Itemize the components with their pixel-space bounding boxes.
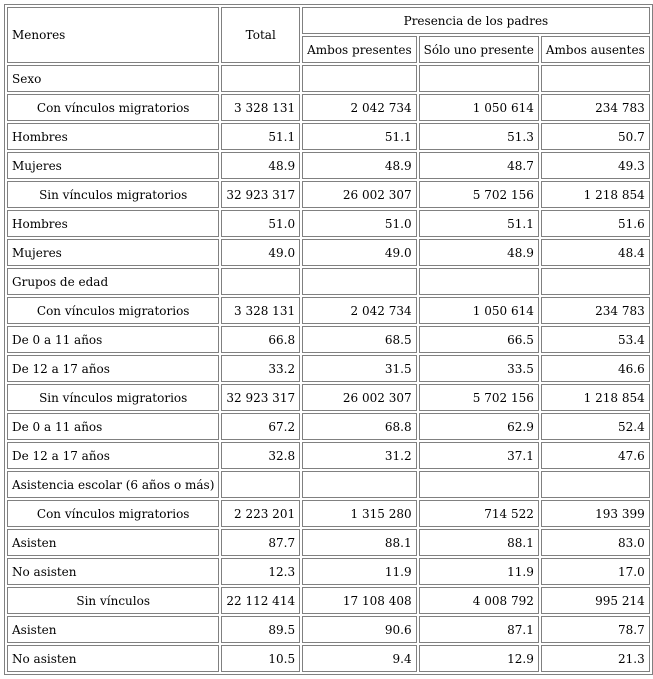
value-cell: 66.5 — [419, 326, 539, 353]
value-cell: 32 923 317 — [221, 181, 300, 208]
empty-cell — [419, 471, 539, 498]
value-cell: 51.1 — [221, 123, 300, 150]
value-cell: 17.0 — [541, 558, 650, 585]
group-label: Con vínculos migratorios — [7, 94, 219, 121]
row-label: No asisten — [7, 558, 219, 585]
value-cell: 49.0 — [302, 239, 417, 266]
value-cell: 5 702 156 — [419, 384, 539, 411]
table-row — [7, 616, 650, 643]
header-ambos-ausentes: Ambos ausentes — [541, 36, 650, 63]
value-cell: 51.3 — [419, 123, 539, 150]
value-cell: 87.7 — [221, 529, 300, 556]
value-cell: 21.3 — [541, 645, 650, 672]
row-label: De 12 a 17 años — [7, 355, 219, 382]
row-label: Hombres — [7, 210, 219, 237]
empty-cell — [221, 471, 300, 498]
group-row — [7, 500, 650, 527]
group-row — [7, 94, 650, 121]
value-cell: 26 002 307 — [302, 181, 417, 208]
group-label: Con vínculos migratorios — [7, 297, 219, 324]
table-row — [7, 326, 650, 353]
group-label: Con vínculos migratorios — [7, 500, 219, 527]
row-label: Mujeres — [7, 239, 219, 266]
value-cell: 89.5 — [221, 616, 300, 643]
value-cell: 1 218 854 — [541, 384, 650, 411]
value-cell: 48.9 — [221, 152, 300, 179]
value-cell: 234 783 — [541, 297, 650, 324]
value-cell: 1 315 280 — [302, 500, 417, 527]
value-cell: 68.5 — [302, 326, 417, 353]
group-row — [7, 181, 650, 208]
value-cell: 31.2 — [302, 442, 417, 469]
value-cell: 50.7 — [541, 123, 650, 150]
value-cell: 53.4 — [541, 326, 650, 353]
group-row — [7, 297, 650, 324]
table-row — [7, 529, 650, 556]
section-row — [7, 268, 650, 295]
value-cell: 12.3 — [221, 558, 300, 585]
value-cell: 193 399 — [541, 500, 650, 527]
value-cell: 234 783 — [541, 94, 650, 121]
row-label: No asisten — [7, 645, 219, 672]
value-cell: 4 008 792 — [419, 587, 539, 614]
value-cell: 33.5 — [419, 355, 539, 382]
value-cell: 48.7 — [419, 152, 539, 179]
value-cell: 68.8 — [302, 413, 417, 440]
value-cell: 12.9 — [419, 645, 539, 672]
table-row — [7, 442, 650, 469]
section-label: Sexo — [7, 65, 219, 92]
group-label: Sin vínculos — [7, 587, 219, 614]
value-cell: 78.7 — [541, 616, 650, 643]
row-label: Hombres — [7, 123, 219, 150]
group-label: Sin vínculos migratorios — [7, 384, 219, 411]
empty-cell — [541, 471, 650, 498]
section-row — [7, 471, 650, 498]
header-ambos-presentes: Ambos presentes — [302, 36, 417, 63]
table-row — [7, 210, 650, 237]
group-row — [7, 587, 650, 614]
value-cell: 2 042 734 — [302, 94, 417, 121]
value-cell: 26 002 307 — [302, 384, 417, 411]
value-cell: 37.1 — [419, 442, 539, 469]
value-cell: 1 050 614 — [419, 297, 539, 324]
value-cell: 2 042 734 — [302, 297, 417, 324]
header-total: Total — [221, 7, 300, 63]
value-cell: 62.9 — [419, 413, 539, 440]
row-label: Asisten — [7, 529, 219, 556]
value-cell: 51.1 — [302, 123, 417, 150]
header-presencia: Presencia de los padres — [302, 7, 650, 34]
row-label: Asisten — [7, 616, 219, 643]
value-cell: 66.8 — [221, 326, 300, 353]
table-row — [7, 355, 650, 382]
value-cell: 48.9 — [302, 152, 417, 179]
value-cell: 51.0 — [302, 210, 417, 237]
value-cell: 83.0 — [541, 529, 650, 556]
data-table — [4, 4, 653, 675]
row-label: De 0 a 11 años — [7, 326, 219, 353]
empty-cell — [302, 268, 417, 295]
table-body — [7, 65, 650, 672]
value-cell: 51.6 — [541, 210, 650, 237]
value-cell: 32 923 317 — [221, 384, 300, 411]
value-cell: 88.1 — [419, 529, 539, 556]
value-cell: 9.4 — [302, 645, 417, 672]
group-row — [7, 384, 650, 411]
header-solo-uno-presente: Sólo uno presente — [419, 36, 539, 63]
value-cell: 46.6 — [541, 355, 650, 382]
header-menores: Menores — [7, 7, 219, 63]
table-row — [7, 558, 650, 585]
value-cell: 1 050 614 — [419, 94, 539, 121]
header-row-top — [7, 7, 650, 34]
value-cell: 995 214 — [541, 587, 650, 614]
row-label: De 12 a 17 años — [7, 442, 219, 469]
table-row — [7, 123, 650, 150]
empty-cell — [221, 65, 300, 92]
value-cell: 3 328 131 — [221, 94, 300, 121]
value-cell: 714 522 — [419, 500, 539, 527]
value-cell: 52.4 — [541, 413, 650, 440]
value-cell: 49.0 — [221, 239, 300, 266]
value-cell: 32.8 — [221, 442, 300, 469]
table-row — [7, 152, 650, 179]
group-label: Sin vínculos migratorios — [7, 181, 219, 208]
value-cell: 48.4 — [541, 239, 650, 266]
table-row — [7, 645, 650, 672]
value-cell: 17 108 408 — [302, 587, 417, 614]
table-row — [7, 413, 650, 440]
empty-cell — [221, 268, 300, 295]
value-cell: 1 218 854 — [541, 181, 650, 208]
value-cell: 88.1 — [302, 529, 417, 556]
value-cell: 31.5 — [302, 355, 417, 382]
table-row — [7, 239, 650, 266]
section-row — [7, 65, 650, 92]
row-label: Mujeres — [7, 152, 219, 179]
value-cell: 49.3 — [541, 152, 650, 179]
value-cell: 87.1 — [419, 616, 539, 643]
value-cell: 33.2 — [221, 355, 300, 382]
empty-cell — [541, 268, 650, 295]
empty-cell — [541, 65, 650, 92]
value-cell: 51.1 — [419, 210, 539, 237]
value-cell: 67.2 — [221, 413, 300, 440]
value-cell: 22 112 414 — [221, 587, 300, 614]
empty-cell — [302, 65, 417, 92]
value-cell: 11.9 — [302, 558, 417, 585]
section-label: Grupos de edad — [7, 268, 219, 295]
section-label: Asistencia escolar (6 años o más) — [7, 471, 219, 498]
empty-cell — [302, 471, 417, 498]
value-cell: 3 328 131 — [221, 297, 300, 324]
value-cell: 90.6 — [302, 616, 417, 643]
value-cell: 2 223 201 — [221, 500, 300, 527]
value-cell: 11.9 — [419, 558, 539, 585]
value-cell: 51.0 — [221, 210, 300, 237]
value-cell: 5 702 156 — [419, 181, 539, 208]
value-cell: 47.6 — [541, 442, 650, 469]
empty-cell — [419, 268, 539, 295]
empty-cell — [419, 65, 539, 92]
value-cell: 48.9 — [419, 239, 539, 266]
value-cell: 10.5 — [221, 645, 300, 672]
row-label: De 0 a 11 años — [7, 413, 219, 440]
